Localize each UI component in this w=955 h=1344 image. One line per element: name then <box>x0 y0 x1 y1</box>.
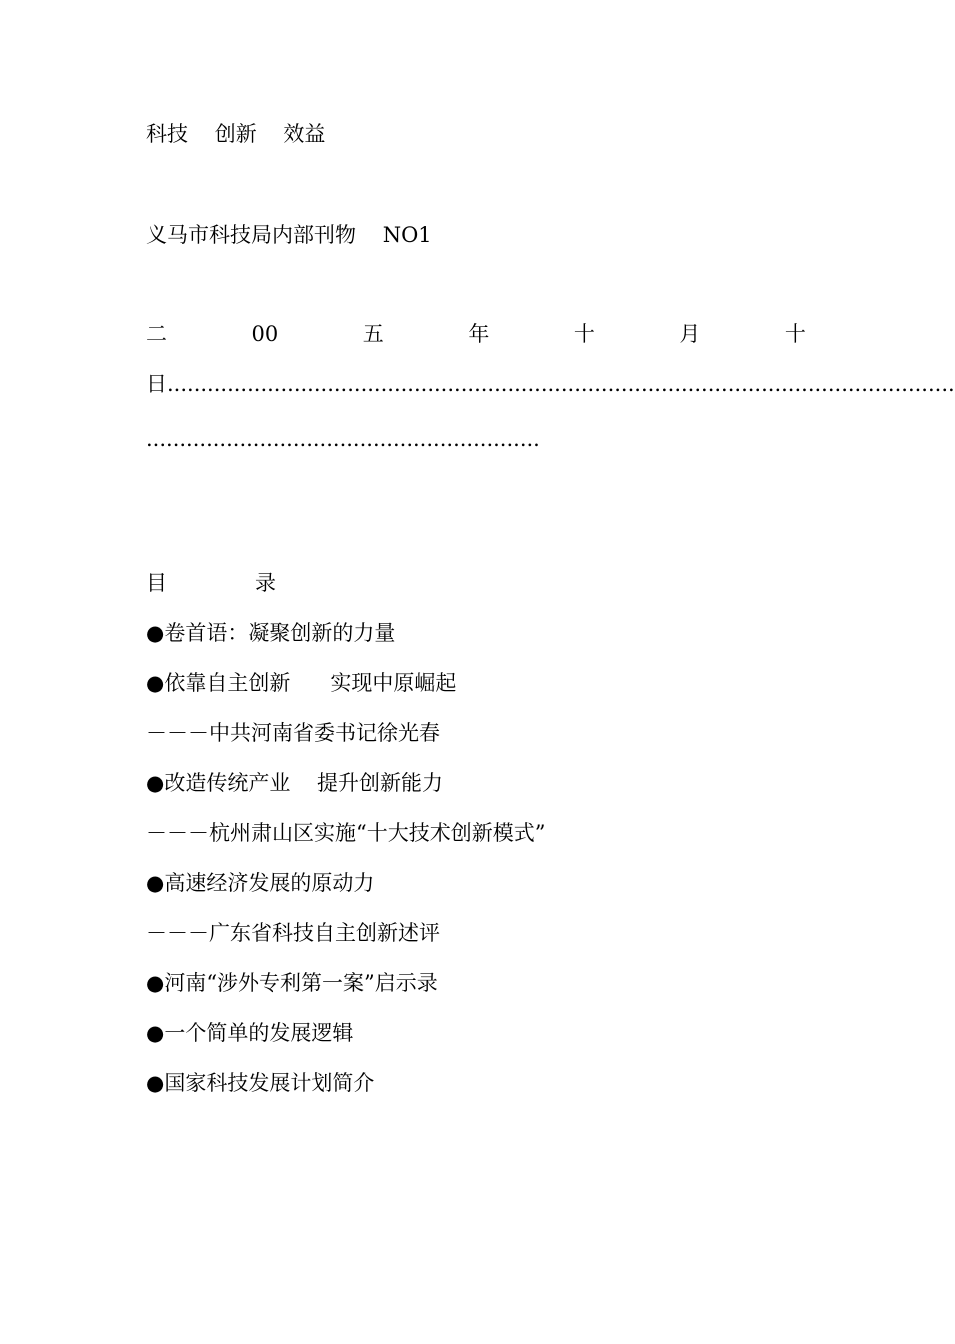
toc-heading-left: 目 <box>146 571 167 595</box>
table-of-contents <box>146 620 545 1120</box>
toc-heading-right: 录 <box>255 571 276 595</box>
toc-item: ●改造传统产业 提升创新能力 <box>146 771 444 795</box>
toc-item: ●高速经济发展的原动力 <box>146 871 375 895</box>
date-part: 00 <box>251 322 279 346</box>
date-part: 十 <box>573 322 595 346</box>
toc-item: ●依靠自主创新 实现中原崛起 <box>146 671 457 695</box>
publication-title: 义马市科技局内部刊物 NO1 <box>146 223 432 247</box>
toc-item: －－－中共河南省委书记徐光春 <box>146 721 440 745</box>
toc-item: －－－广东省科技自主创新述评 <box>146 921 440 945</box>
date-dot-leader-line <box>146 371 955 397</box>
date-part: 五 <box>362 322 384 346</box>
date-part: 二 <box>146 322 167 346</box>
date-part: 十 <box>784 322 806 346</box>
toc-item: ●卷首语：凝聚创新的力量 <box>146 621 396 645</box>
toc-heading <box>146 570 276 596</box>
dot-leader: ...................................................................................................................... <box>167 372 955 396</box>
dot-leader-line-2: ........................................................... <box>146 427 540 451</box>
toc-item: ●一个简单的发展逻辑 <box>146 1021 354 1045</box>
toc-item: ●国家科技发展计划简介 <box>146 1071 375 1095</box>
date-part: 月 <box>679 322 701 346</box>
date-part: 年 <box>468 322 490 346</box>
date-last-char: 日 <box>146 372 167 396</box>
toc-item: －－－杭州肃山区实施“十大技术创新模式” <box>146 821 546 845</box>
toc-item: ●河南“涉外专利第一案”启示录 <box>146 971 438 995</box>
slogan: 科技 创新 效益 <box>146 122 326 146</box>
issue-date-row <box>146 321 806 347</box>
